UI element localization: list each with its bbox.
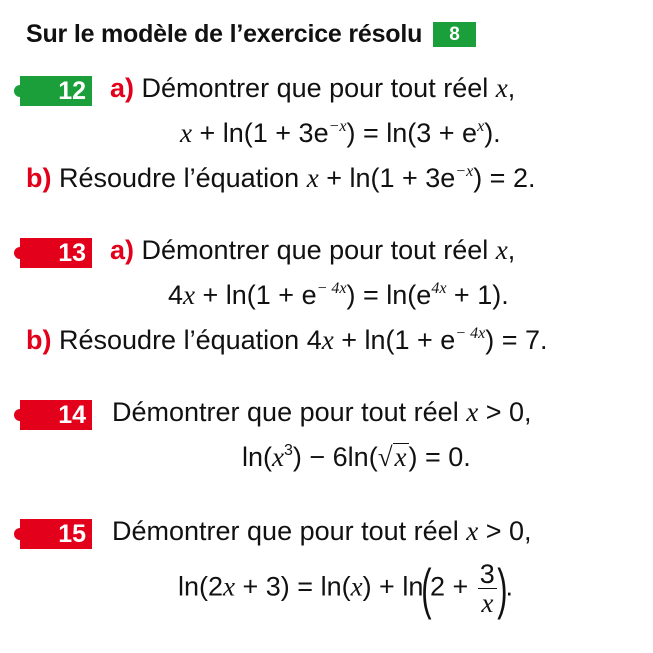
comma: ,: [507, 235, 516, 265]
eq-part: ) = ln(e: [346, 280, 432, 310]
var-x: x: [306, 163, 319, 193]
var-x: x: [495, 235, 508, 265]
eq-part: + ln(1 + 3e: [199, 118, 329, 148]
var-x: x: [495, 73, 508, 103]
condition: > 0,: [478, 397, 532, 427]
ex13-equation: [168, 280, 509, 311]
eq-part: ) − 6ln(: [292, 442, 378, 472]
eq-part: + 3) = ln(: [235, 571, 351, 602]
exponent: 3: [284, 442, 293, 459]
var-x: x: [272, 442, 284, 472]
ex14-statement: Démontrer que pour tout réel: [112, 397, 459, 427]
ex13-statement: Démontrer que pour tout réel: [141, 235, 489, 265]
ex15-equation: [178, 556, 513, 620]
solved-exercise-ref: 8: [433, 22, 476, 47]
ex13-line-b: [26, 325, 547, 356]
condition: > 0,: [478, 516, 532, 546]
sqrt-symbol: √x: [377, 442, 407, 472]
eq-part: + ln(1 + e: [195, 280, 317, 310]
ex12-equation: [180, 118, 501, 149]
exponent: 4x: [431, 280, 447, 297]
section-title: Sur le modèle de l’exercice résolu: [26, 20, 423, 48]
eq-part: ).: [484, 118, 501, 148]
ex14-statement-line: [112, 397, 532, 428]
coef: 4: [306, 325, 322, 355]
eq-part: ) + ln: [362, 571, 424, 602]
var-x: x: [466, 516, 479, 546]
exercise-number-14: 14: [20, 400, 92, 430]
var-x: x: [394, 442, 407, 472]
fraction: [478, 560, 497, 617]
coef: 4: [168, 280, 184, 310]
ex12-b-statement: Résoudre l’équation: [59, 163, 300, 193]
eq-part: ) = 2.: [473, 163, 536, 193]
ex15-statement-line: [112, 516, 532, 547]
ex15-statement: Démontrer que pour tout réel: [112, 516, 459, 546]
var-x: x: [321, 325, 334, 355]
eq-part: ) = 7.: [485, 325, 548, 355]
part-a-label: a): [110, 73, 135, 103]
eq-part: .: [505, 571, 513, 602]
exponent: −x: [455, 163, 474, 180]
denominator: x: [481, 588, 494, 618]
ex12-line-b: [26, 163, 535, 194]
eq-part: ln(: [242, 442, 273, 472]
exercise-number-12: 12: [20, 76, 92, 106]
left-paren: (: [421, 556, 432, 620]
comma: ,: [507, 73, 516, 103]
ex12-statement: Démontrer que pour tout réel: [141, 73, 489, 103]
eq-part: ln(2: [178, 571, 224, 602]
exponent: − 4x: [455, 325, 486, 342]
exercise-number-15: 15: [20, 519, 92, 549]
exponent: − 4x: [316, 280, 347, 297]
var-x: x: [180, 118, 192, 148]
exponent: −x: [328, 118, 347, 135]
right-paren: ): [497, 556, 508, 620]
eq-part: 2 +: [430, 571, 476, 602]
eq-part: ) = 0.: [408, 442, 471, 472]
exercise-number-13: 13: [20, 238, 92, 268]
ex14-equation: [242, 442, 471, 473]
part-a-label: a): [110, 235, 135, 265]
eq-part: ) = ln(3 + e: [346, 118, 478, 148]
section-header: [26, 20, 476, 49]
var-x: x: [183, 280, 196, 310]
numerator: 3: [479, 559, 495, 589]
part-b-label: b): [26, 163, 52, 193]
part-b-label: b): [26, 325, 52, 355]
ex13-line-a: [110, 235, 515, 266]
eq-part: + ln(1 + 3e: [326, 163, 456, 193]
ex13-b-statement: Résoudre l’équation: [59, 325, 300, 355]
var-x: x: [223, 571, 236, 602]
eq-part: + 1).: [446, 280, 509, 310]
var-x: x: [350, 571, 363, 602]
exponent: x: [477, 118, 485, 135]
ex12-line-a: [110, 73, 515, 104]
var-x: x: [466, 397, 479, 427]
eq-part: + ln(1 + e: [333, 325, 456, 355]
